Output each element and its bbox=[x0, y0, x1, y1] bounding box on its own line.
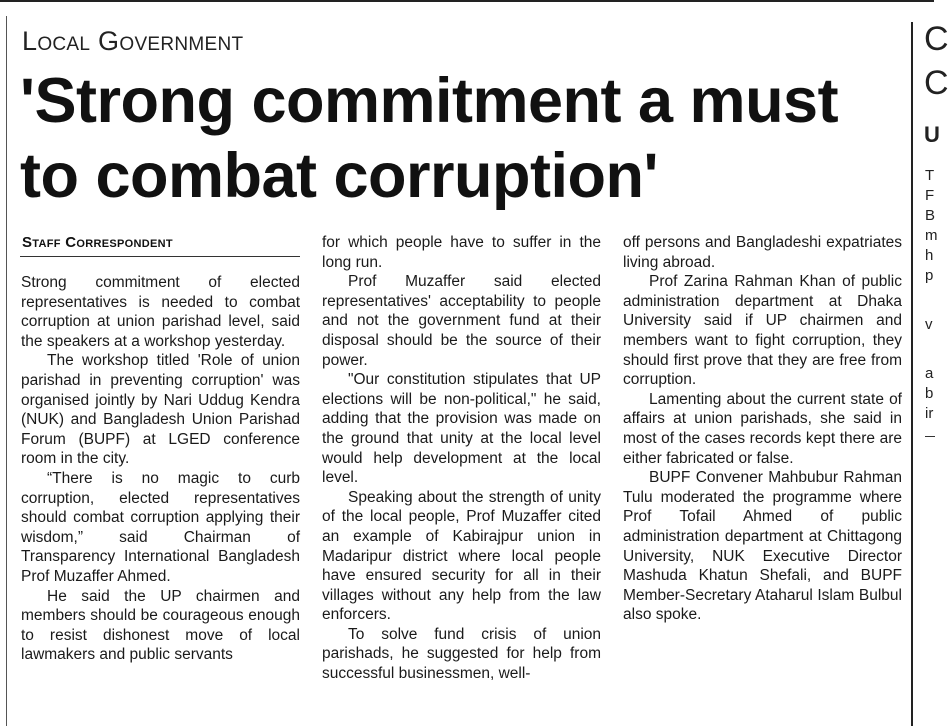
paragraph: off persons and Bangladeshi expatriates living abroad. bbox=[623, 234, 902, 271]
top-border bbox=[0, 0, 934, 2]
article-column-2 bbox=[322, 233, 601, 684]
headline: 'Strong commitment a must to combat corruption' bbox=[20, 66, 839, 211]
fragment-letter: b bbox=[925, 385, 934, 402]
paragraph: "Our constitution stipulates that UP elections will be non-political," he said, adding that the provision was made on the ground that unity at the local level would help development at the local level. bbox=[322, 371, 601, 487]
byline: Staff Correspondent bbox=[22, 234, 173, 251]
paragraph: Lamenting about the current state of affairs at union parishads, she said in most of the cases records kept there are either fabricated or false. bbox=[623, 390, 902, 467]
fragment-letter: v bbox=[925, 316, 933, 333]
paragraph: The workshop titled 'Role of union parishad in preventing corruption' was organised jointly by Nari Uddug Kendra (NUK) and Bangladesh Union Parishad Forum (BUPF) at LGED conference room in the city. bbox=[21, 352, 300, 468]
paragraph: BUPF Convener Mahbubur Rahman Tulu moderated the programme where Prof Tofail Ahmed of public administration department at Chittagong University, NUK Executive Director Mashuda Khatun Shefali, and BUPF Member-Secretary Ataharul Islam Bulbul also spoke. bbox=[623, 469, 902, 624]
adjacent-article-fragment bbox=[921, 0, 949, 726]
paragraph: Prof Muzaffer said elected representatives' acceptability to people and not the government fund at their disposal should be the source of their power. bbox=[322, 273, 601, 369]
right-column-rule bbox=[911, 22, 913, 726]
paragraph: Speaking about the strength of unity of the local people, Prof Muzaffer cited an example of Kabirajpur union in Madaripur district where local people have ensured security for all in their villages without any help from the law enforcers. bbox=[322, 488, 601, 624]
article-column-3 bbox=[623, 233, 902, 625]
paragraph: “There is no magic to curb corruption, elected representatives should combat corruption applying their wisdom,” said Chairman of Transparency International Bangladesh Prof Muzaffer Ahmed. bbox=[21, 469, 300, 585]
fragment-letter: C bbox=[924, 64, 949, 102]
paragraph: To solve fund crisis of union parishads, he suggested for help from successful businessmen, well- bbox=[322, 625, 601, 683]
fragment-letter: B bbox=[925, 207, 936, 224]
section-label: Local Government bbox=[22, 26, 244, 56]
paragraph: for which people have to suffer in the long run. bbox=[322, 234, 601, 271]
paragraph: Strong commitment of elected representatives is needed to combat corruption at union parishad level, said the speakers at a workshop yesterday. bbox=[21, 274, 300, 350]
fragment-dash bbox=[925, 436, 935, 437]
fragment-letter: a bbox=[925, 365, 934, 382]
left-column-rule bbox=[6, 16, 7, 726]
byline-underline bbox=[20, 256, 300, 257]
fragment-letter: T bbox=[925, 167, 935, 184]
paragraph: He said the UP chairmen and members should be courageous enough to resist dishonest move of local lawmakers and public servants bbox=[21, 587, 300, 664]
fragment-letter: C bbox=[924, 20, 949, 58]
paragraph: Prof Zarina Rahman Khan of public administration department at Dhaka University said if UP chairmen and members want to fight corruption, they should first prove that they are free from corruption. bbox=[623, 273, 902, 389]
fragment-letter: U bbox=[924, 122, 940, 147]
fragment-letter: F bbox=[925, 187, 935, 204]
fragment-letter: ir bbox=[925, 405, 934, 422]
fragment-letter: p bbox=[925, 267, 934, 284]
fragment-letter: h bbox=[925, 247, 934, 264]
article-column-1 bbox=[21, 273, 300, 665]
fragment-letter: m bbox=[925, 227, 938, 244]
